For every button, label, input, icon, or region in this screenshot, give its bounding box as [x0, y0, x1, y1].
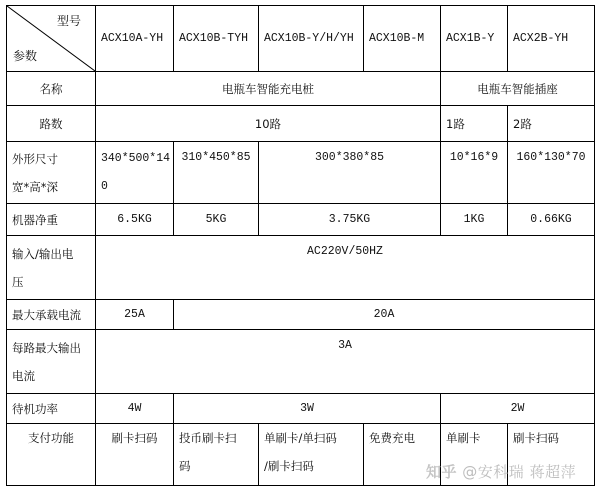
watermark	[426, 461, 576, 482]
row-label-payment: 支付功能	[7, 424, 96, 486]
name-charging-pile: 电瓶车智能充电桩	[96, 72, 441, 106]
header-corner-cell	[7, 6, 96, 72]
payment-model6: 刷卡扫码	[508, 424, 595, 486]
per-port-current-row	[7, 330, 595, 394]
payment-model1: 刷卡扫码	[96, 424, 174, 486]
watermark-zhihu: 知乎	[426, 463, 458, 481]
ports-model6: 2路	[508, 106, 595, 142]
model-header-4: ACX10B-M	[364, 6, 441, 72]
per-port-label-line1: 每路最大输出	[12, 340, 81, 355]
size-model1-line2: 0	[101, 179, 108, 193]
corner-label-model: 型号	[56, 14, 81, 28]
row-label-per-port-current	[7, 330, 96, 394]
standby-model56: 2W	[441, 394, 595, 424]
size-model1	[96, 142, 174, 204]
ports-row	[7, 106, 595, 142]
size-model5: 10*16*9	[441, 142, 508, 204]
row-label-size	[7, 142, 96, 204]
io-label-line1: 输入/输出电	[12, 246, 74, 261]
payment-model3-line2: /刷卡扫码	[264, 459, 314, 473]
weight-row	[7, 204, 595, 236]
model-header-6: ACX2B-YH	[508, 6, 595, 72]
corner-label-params: 参数	[13, 49, 38, 63]
max-current-rest: 20A	[174, 300, 595, 330]
size-model34: 300*380*85	[259, 142, 441, 204]
row-label-weight: 机器净重	[7, 204, 96, 236]
payment-model5: 单刷卡	[441, 424, 508, 486]
weight-model1: 6.5KG	[96, 204, 174, 236]
model-header-2: ACX10B-TYH	[174, 6, 259, 72]
io-voltage-value: AC220V/50HZ	[96, 236, 595, 300]
max-current-row	[7, 300, 595, 330]
standby-model1: 4W	[96, 394, 174, 424]
payment-model3-line1: 单刷卡/单扫码	[264, 431, 337, 445]
header-row	[7, 6, 595, 72]
row-label-name: 名称	[7, 72, 96, 106]
io-label-line2: 压	[12, 274, 24, 289]
payment-model2-line2: 码	[179, 459, 191, 473]
name-row	[7, 72, 595, 106]
standby-model234: 3W	[174, 394, 441, 424]
size-model1-line1: 340*500*14	[101, 151, 171, 165]
watermark-handle: @安科瑞 蒋超萍	[462, 463, 577, 481]
name-smart-socket: 电瓶车智能插座	[441, 72, 595, 106]
io-voltage-row	[7, 236, 595, 300]
ports-group1: 10路	[96, 106, 441, 142]
row-label-io-voltage	[7, 236, 96, 300]
weight-model34: 3.75KG	[259, 204, 441, 236]
row-label-ports: 路数	[7, 106, 96, 142]
size-model6: 160*130*70	[508, 142, 595, 204]
max-current-model1: 25A	[96, 300, 174, 330]
size-row	[7, 142, 595, 204]
model-header-5: ACX1B-Y	[441, 6, 508, 72]
spec-table	[6, 5, 595, 486]
row-label-standby: 待机功率	[7, 394, 96, 424]
size-label-line2: 宽*高*深	[12, 179, 58, 194]
weight-model5: 1KG	[441, 204, 508, 236]
payment-model4: 免费充电	[364, 424, 441, 486]
weight-model6: 0.66KG	[508, 204, 595, 236]
model-header-1: ACX10A-YH	[96, 6, 174, 72]
standby-row	[7, 394, 595, 424]
size-model2: 310*450*85	[174, 142, 259, 204]
payment-model3	[259, 424, 364, 486]
model-header-3: ACX10B-Y/H/YH	[259, 6, 364, 72]
per-port-current-value: 3A	[96, 330, 595, 394]
payment-model2	[174, 424, 259, 486]
payment-model2-line1: 投币刷卡扫	[179, 431, 237, 445]
size-label-line1: 外形尺寸	[12, 151, 58, 166]
row-label-max-current: 最大承载电流	[7, 300, 96, 330]
weight-model2: 5KG	[174, 204, 259, 236]
ports-model5: 1路	[441, 106, 508, 142]
per-port-label-line2: 电流	[12, 368, 35, 383]
